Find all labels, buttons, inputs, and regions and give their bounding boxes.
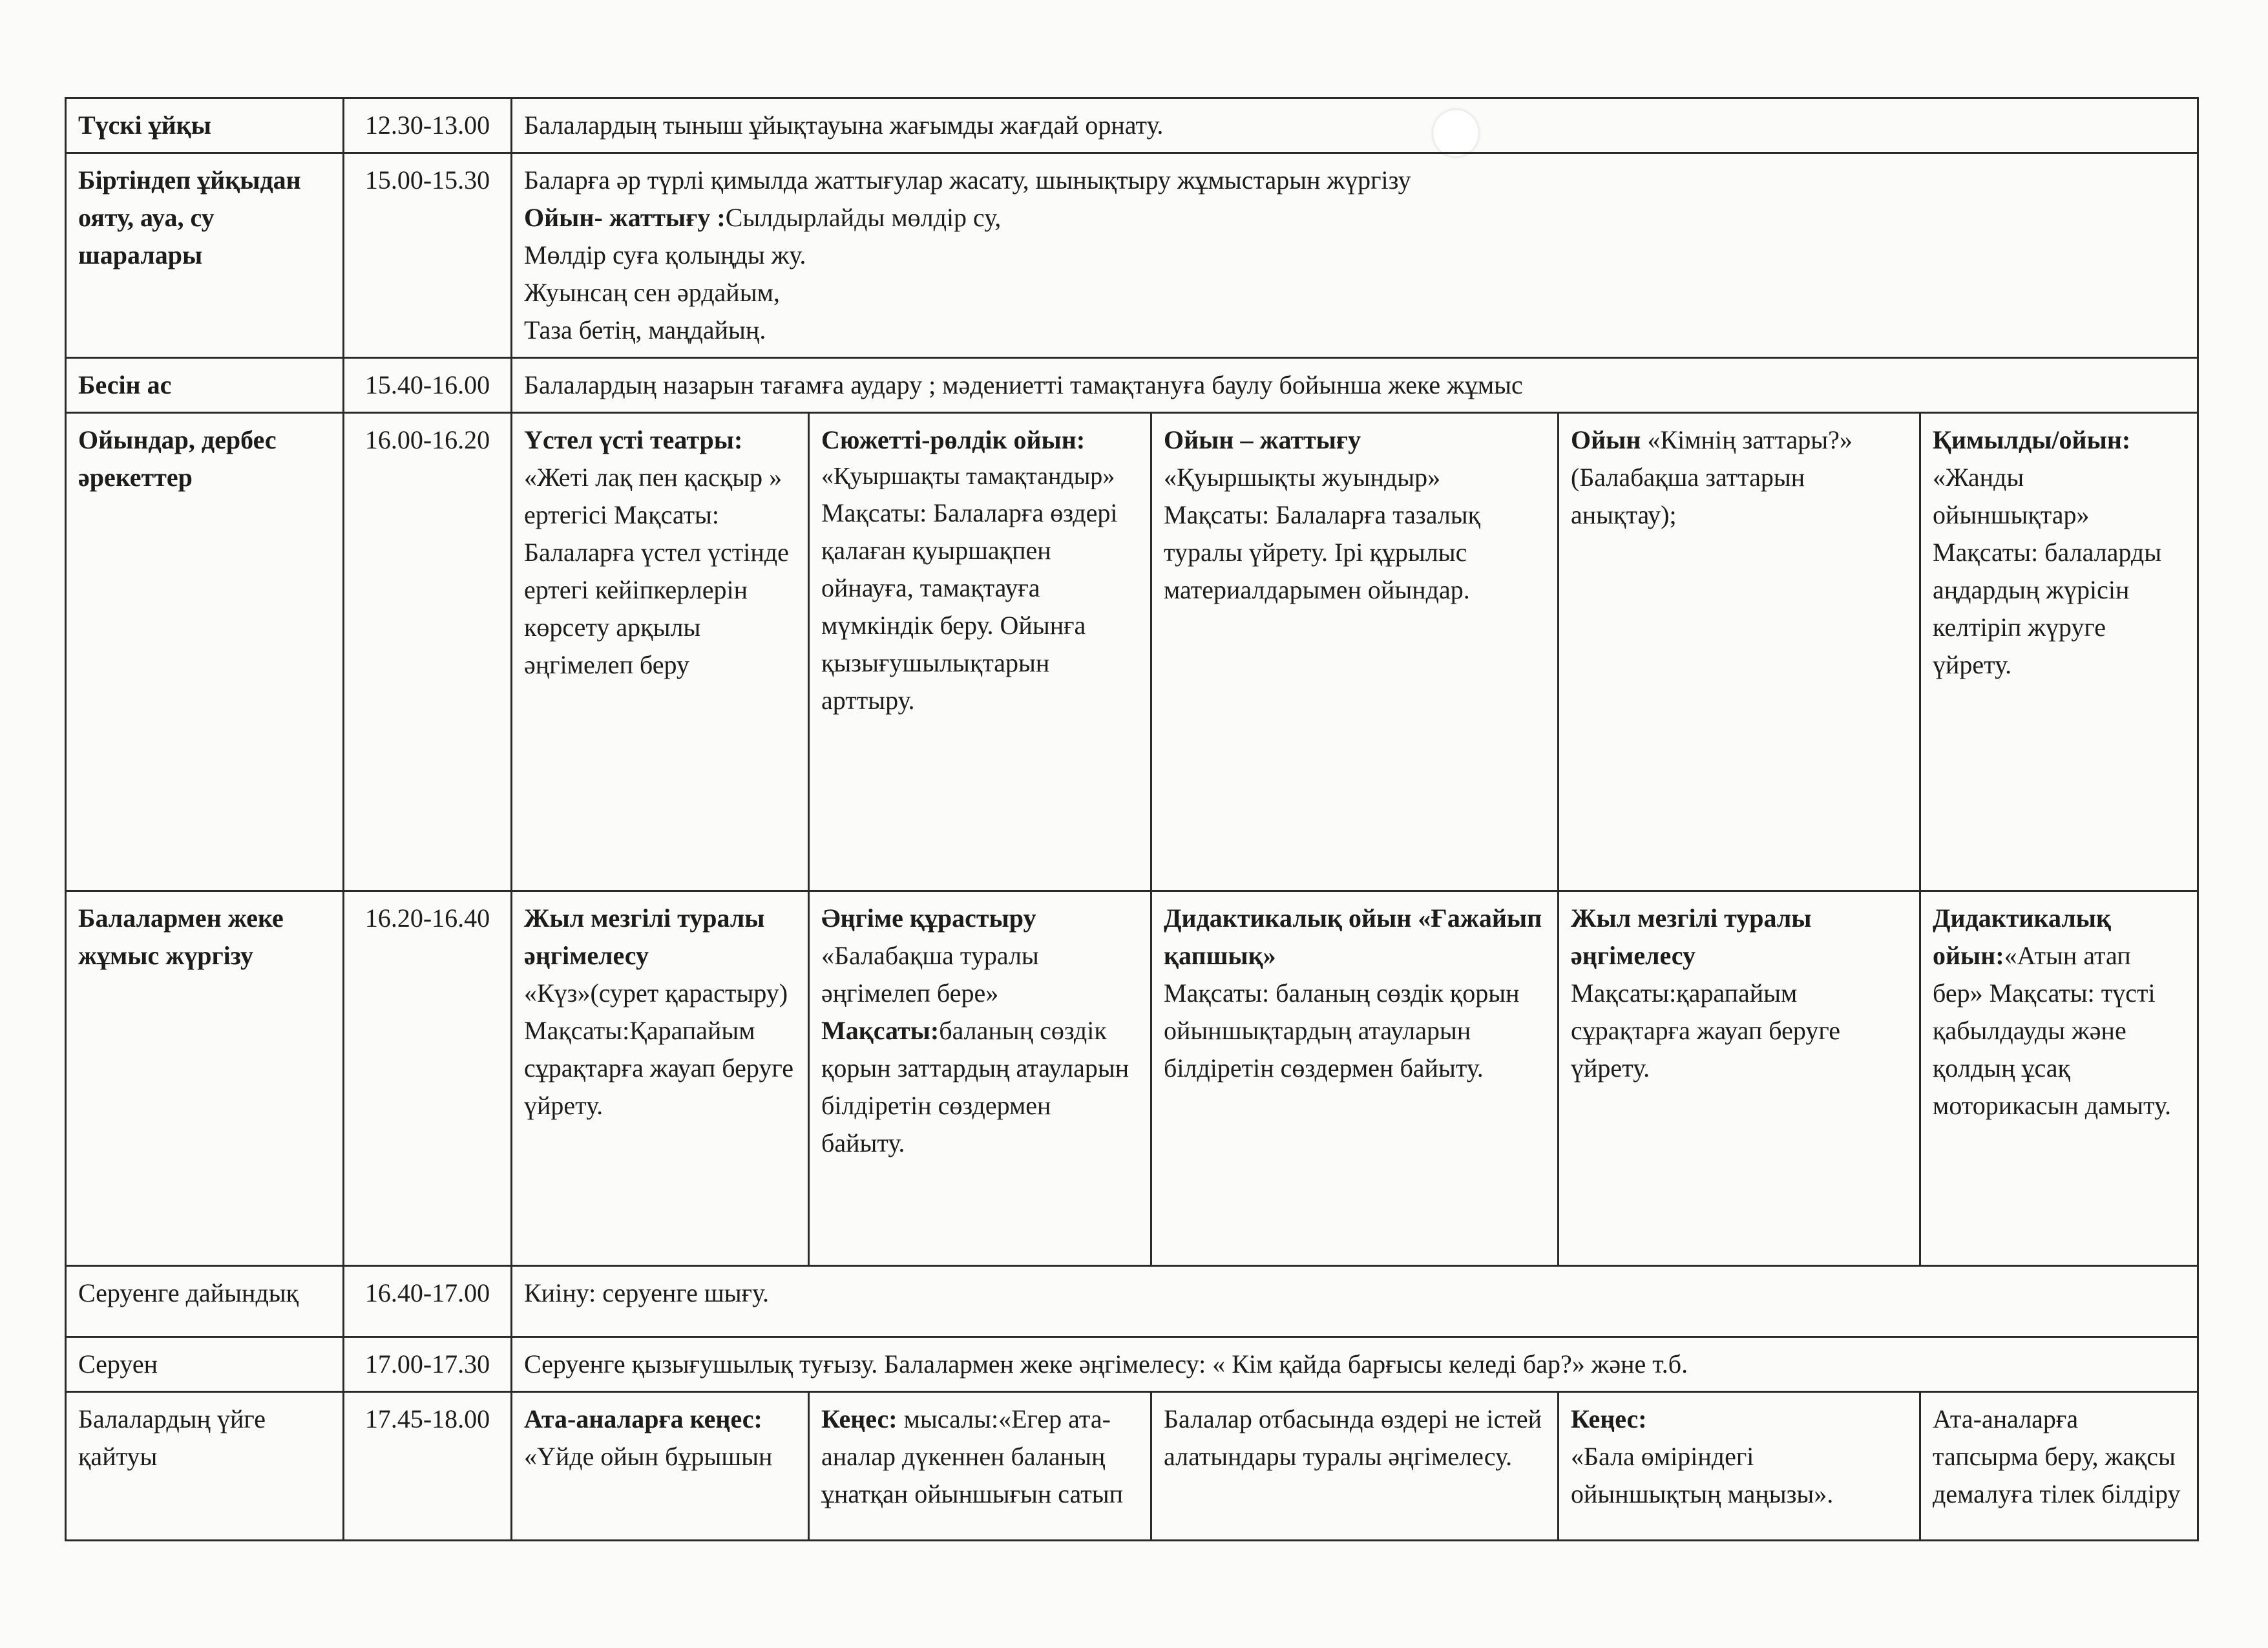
activity-title: Сюжетті-рөлдік ойын: xyxy=(821,425,1086,454)
activity-title: Кеңес: xyxy=(1571,1404,1647,1433)
poem-line: Таза бетің, маңдайың. xyxy=(524,315,766,344)
row-label: Серуен xyxy=(66,1337,344,1392)
activity-text: Балалар отбасында өздері не істей алатындары туралы әңгімелесу. xyxy=(1164,1404,1542,1471)
activity-cell xyxy=(1920,1392,2198,1541)
activity-title: Кеңес: xyxy=(821,1404,898,1433)
row-time: 12.30-13.00 xyxy=(344,98,512,153)
activity-text: Мақсаты: баланың сөздік қорын ойыншықтардың атауларын білдіретін сөздермен байыту. xyxy=(1164,978,1520,1083)
activity-title: Жыл мезгілі туралы әңгімелесу xyxy=(524,903,765,970)
row-label: Ойындар, дербес әрекеттер xyxy=(66,413,344,891)
activity-text: Мақсаты: Балаларға өздері қалаған қуыршақпен ойнауға, тамақтауға мүмкіндік беру. Ойынға қызығушылықтарын арттыру. xyxy=(821,498,1118,715)
activity-text: баланың сөздік қорын заттардың атауларын білдіретін сөздермен байыту. xyxy=(821,1016,1129,1157)
row-time: 15.40-16.00 xyxy=(344,358,512,413)
table-row xyxy=(66,1266,2198,1337)
daily-plan-table xyxy=(65,97,2199,1541)
row-label: Серуенге дайындық xyxy=(66,1266,344,1337)
activity-cell xyxy=(1559,413,1920,891)
activity-title: Жыл мезгілі туралы әңгімелесу xyxy=(1571,903,1812,970)
row-time: 17.45-18.00 xyxy=(344,1392,512,1541)
activity-text: мысалы:«Егер ата-аналар дүкеннен баланың ұнатқан ойыншығын сатып xyxy=(821,1404,1123,1508)
activity-title: Үстел үсті театры: xyxy=(524,425,743,454)
row-label: Балалармен жеке жұмыс жүргізу xyxy=(66,891,344,1266)
activity-text: «Күз»(сурет қарастыру) Мақсаты:Қарапайым сұрақтарға жауап беруге үйрету. xyxy=(524,978,793,1120)
activity-cell xyxy=(1151,891,1559,1266)
activity-text: «Үйде ойын бұрышын xyxy=(524,1442,773,1471)
poem-line: Сылдырлайды мөлдір су, xyxy=(725,203,1002,232)
activity-cell xyxy=(1151,1392,1559,1541)
activity-cell xyxy=(1559,891,1920,1266)
activity-cell xyxy=(809,891,1151,1266)
row-label: Біртіндеп ұйқыдан ояту, ауа, су шаралары xyxy=(66,153,344,358)
row-time: 16.40-17.00 xyxy=(344,1266,512,1337)
table-row xyxy=(66,1337,2198,1392)
activity-text: «Атын атап бер» Мақсаты: түсті қабылдауды және қолдың ұсақ моторикасын дамыту. xyxy=(1933,941,2172,1120)
row-content: Киіну: серуенге шығу. xyxy=(512,1266,2198,1337)
activity-text: Мақсаты:қарапайым сұрақтарға жауап беруге үйрету. xyxy=(1571,978,1840,1083)
activity-goal-label: Мақсаты: xyxy=(821,1016,940,1045)
activity-title: Ойын – жаттығу xyxy=(1164,425,1361,454)
activity-cell xyxy=(1151,413,1559,891)
row-content: Серуенге қызығушылық туғызу. Балалармен жеке әңгімелесу: « Кім қайда барғысы келеді бар?» және т.б. xyxy=(512,1337,2198,1392)
row-time: 16.00-16.20 xyxy=(344,413,512,891)
table-row xyxy=(66,98,2198,153)
table-row xyxy=(66,413,2198,891)
table-row xyxy=(66,1392,2198,1541)
activity-cell xyxy=(512,413,809,891)
game-title: Ойын- жаттығу : xyxy=(524,203,726,232)
activity-cell xyxy=(809,1392,1151,1541)
activity-subtitle: «Балабақша туралы әңгімелеп бере» xyxy=(821,941,1039,1008)
row-time: 15.00-15.30 xyxy=(344,153,512,358)
poem-line: Жуынсаң сен әрдайым, xyxy=(524,278,780,307)
row-label: Түскі ұйқы xyxy=(66,98,344,153)
table-row xyxy=(66,358,2198,413)
activity-text: Мақсаты: балаларды аңдардың жүрісін келтіріп жүруге үйрету. xyxy=(1933,538,2162,679)
row-label: Балалардың үйге қайтуы xyxy=(66,1392,344,1541)
activity-title: Дидактикалық ойын: xyxy=(1933,903,2112,970)
activity-title: Дидактикалық ойын «Ғажайып қапшық» xyxy=(1164,903,1542,970)
row-time: 17.00-17.30 xyxy=(344,1337,512,1392)
activity-cell xyxy=(512,1392,809,1541)
activity-text: «Жеті лақ пен қасқыр » ертегісі Мақсаты: Балаларға үстел үстінде ертегі кейіпкерлерін көрсету арқылы әңгімелеп беру xyxy=(524,463,789,679)
activity-text: «Бала өміріндегі ойыншықтың маңызы». xyxy=(1571,1442,1834,1508)
activity-text: «Қуыршықты жуындыр» Мақсаты: Балаларға тазалық туралы үйрету. Ірі құрылыс материалдарымен ойындар. xyxy=(1164,463,1481,604)
activity-title: Ойын xyxy=(1571,425,1641,454)
activity-cell xyxy=(1920,413,2198,891)
activity-subtitle: «Қуыршақты тамақтандыр» xyxy=(821,463,1115,490)
activity-cell xyxy=(512,891,809,1266)
row-label: Бесін ас xyxy=(66,358,344,413)
activity-cell xyxy=(809,413,1151,891)
row-content: Балалардың тыныш ұйықтауына жағымды жағдай орнату. xyxy=(512,98,2198,153)
table-row xyxy=(66,153,2198,358)
activity-text: «Кімнің заттары?» (Балабақша заттарын анықтау); xyxy=(1571,425,1853,529)
poem-line: Мөлдір суға қолыңды жу. xyxy=(524,240,806,269)
activity-title: Әңгіме құрастыру xyxy=(821,903,1036,933)
table-row xyxy=(66,891,2198,1266)
text-line: Баларға әр түрлі қимылда жаттығулар жасату, шынықтыру жұмыстарын жүргізу xyxy=(524,165,1411,195)
activity-cell xyxy=(1920,891,2198,1266)
row-time: 16.20-16.40 xyxy=(344,891,512,1266)
activity-subtitle: «Жанды ойыншықтар» xyxy=(1933,463,2090,529)
row-content: Балалардың назарын тағамға аудару ; мәдениетті тамақтануға баулу бойынша жеке жұмыс xyxy=(512,358,2198,413)
activity-text: Ата-аналарға тапсырма беру, жақсы демалуға тілек білдіру xyxy=(1933,1404,2181,1508)
activity-cell xyxy=(1559,1392,1920,1541)
activity-title: Ата-аналарға кеңес: xyxy=(524,1404,762,1433)
activity-title: Қимылды/ойын: xyxy=(1933,425,2131,454)
text-line xyxy=(524,199,2185,237)
row-content xyxy=(512,153,2198,358)
